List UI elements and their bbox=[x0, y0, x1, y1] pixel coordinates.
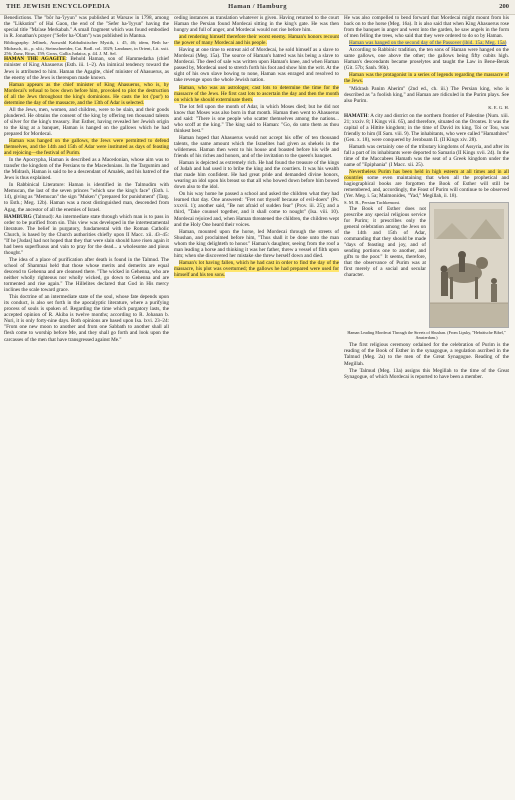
paragraph: The Book of Esther does not prescribe any special religious service for Purim; it prescribes only the general celebration among the Jews on the 14th and 15th of Adar, commanding that they should be made "days of feasting and joy, and of sending portions one to another, and gifts to the poor." It seems, therefore, that the observance of Purim was at first merely of a social and secular character. bbox=[344, 205, 426, 279]
paragraph: Haman hoped that Ahasuerus would not accept his offer of ten thousand talents, the same amount which the Israelites had given as shekels in the wilderness. Haman then went to his house and boasted before his wife and friends of his riches and honors, and of the invitation to the queen's banquet. bbox=[174, 134, 339, 160]
page-header bbox=[0, 0, 515, 15]
highlighted-text: Haman was hanged on the gallows, the Jews were permitted to defend themselves, and the 14th and 15th of Adar were instituted as days of feasting and rejoicing—the festival of Purim. bbox=[4, 138, 169, 157]
paragraph: In Rabbinical Literature: Haman is identified in the Talmudim with Memucan, the last of the seven princes "which saw the king's face" (Esth. i. 14), giving as "Memucan" the sign "Muken" ("prepared for punishment" (Targ. to Esth.; Meg. 12b). Haman was a most distinguished man, descended from Agag, the ancestor of all the enemies of Israel. bbox=[4, 182, 169, 213]
header-title: THE JEWISH ENCYCLOPEDIA bbox=[6, 3, 111, 10]
paragraph-text: (Talmud): An intermediate state through which man is to pass in order to be purified from sin. This view was developed in the intertestamental literature. The belief in purgatory, fundamental with the Roman Catholic Church, is based by the Church authorities chiefly upon II Macc. xii. 43–45: "If he [Judas] had not hoped that they that were slain should have risen again it had been superfluous and vain to pray for the dead... a wholesome and pious thought." bbox=[4, 213, 169, 256]
paragraph bbox=[344, 40, 509, 46]
paragraph: He was also compelled to bend forward that Mordecai might mount from his back on to the horse (Meg. 16a). It is also said that when King Ahasuerus rose from the banquet in anger and went into the garden, he saw angels in the form of men felling the trees, who said that they were ordered to do so by Haman. bbox=[344, 15, 509, 40]
article-columns bbox=[4, 15, 511, 798]
bibliography: Bibliography: Jellinek, Auswahl Kabbalistischer Mystik, i. 45, 46; idem, Beth ha-Midrasch, iii., p. xlii.; Steinschneider, Cat. Bodl. col. 1029; Landauer, in Orient, Lit. xxii. 256; Zunz, Ritus, 159; Gross, Gallia Judaica, p. 44. J. M. Sel. bbox=[4, 40, 169, 56]
column-3 bbox=[344, 15, 509, 798]
paragraph: "Midrash Panim Aherim" (2nd ed., ch. iii.) The Persian king, who is described as "a foolish king," and Haman are ridiculed in the Purim plays. See also Purim. bbox=[344, 85, 509, 104]
paragraph bbox=[174, 85, 339, 103]
highlighted-text: Haman's lot having fallen, which he had cast in order to find the day of the massacre, his plot was overturned; the gallows he had prepared were used for himself and his ten sons. bbox=[174, 259, 339, 278]
reference-line: S. M. B., bbox=[344, 200, 361, 206]
paragraph: ceding instances as translation whatever is given. Having returned to the court Haman the Persian found Mordecai sitting in the king's gate. He was then hungry and full of anger, and Mordecai would not rise before him. bbox=[174, 15, 339, 34]
paragraph bbox=[4, 138, 169, 156]
entry-purgatory bbox=[4, 214, 169, 256]
paragraph bbox=[174, 34, 339, 46]
paragraph: Haman, mounted upon the horse, led Mordecai through the streets of Shushan, and proclaimed before him, "Thus shall it be done unto the man whom the king delighteth to honor." Haman's daughter, seeing from the roof a man leading a horse and thinking it was her father, threw a vessel of filth upon him; when she discovered her mistake she threw herself down and died. bbox=[174, 228, 339, 259]
paragraph-text: : A city and district on the northern frontier of Palestine (Num. xiii. 21; xxxiv. 8; I Kings viii. 65), and therefore, situated on the Orontes. It was the capital of a Hittite kingdom; in the time of David its king, Toi or Tou, was friendly to him (II Sam. viii. 9). The inhabitants, who were called "Hamathites" (Gen. x. 18), were conquered by Jeroboam II. (II Kings xiv. 28). bbox=[344, 112, 509, 143]
engraving-image bbox=[430, 203, 508, 327]
paragraph bbox=[174, 260, 339, 278]
illustration-caption: Haman Leading Mordecai Through the Streets of Shushan. (From Lipsky, "Hebräische Bibel," Amsterdam.) bbox=[347, 330, 506, 341]
paragraph-text: : Behold Haman, son of Hammedatha (chief minister of King Ahasuerus (Esth. iii. 1–2). An inimical tendency toward the Jews is attributed to him. Haman the Agagite, chief minister of Ahasuerus, as the enemy of the Jews is thereupon made known. bbox=[4, 56, 169, 81]
entry-hamath bbox=[344, 113, 509, 143]
paragraph: On his way home he passed a school and asked the children what they had learned that day. One answered: "Fret not thyself because of evil-doers" (Ps. xxxvii. 1); another said, "Be not afraid of sudden fear" (Prov. iii. 25); and a third, "Take counsel together, and it shall come to nought" (Isa. viii. 10). Mordecai rejoiced and, when Haman threatened the children, the children wept and the Holy One heard their voices. bbox=[174, 191, 339, 228]
highlighted-text: Nevertheless Purim has been held in high esteem at all times and in all countries bbox=[344, 169, 509, 182]
paragraph: According to Rabbinic tradition, the ten sons of Haman were hanged on the same gallows, one above the other; the gallows being fifty cubits high. Haman's descendants became proselytes and taught the Law in Bene-Berak (Git. 57b; Sanh. 96b). bbox=[344, 47, 509, 72]
illustration-haman-mordecai[interactable] bbox=[429, 202, 509, 328]
paragraph: The idea of a place of purification after death is found in the Talmud. The school of Shammai held that those whose merits and demerits are equal descend to Gehenna and are cleansed there. "The wicked in Gehenna, who are neither wholly righteous nor wholly wicked, go down to Gehenna and are tormented and rise again." The Hillelites declared that God in His mercy inclines the scale toward grace. bbox=[4, 256, 169, 294]
highlighted-text: Haman was the protagonist in a series of legends regarding the massacre of the Jews. bbox=[344, 72, 509, 85]
paragraph bbox=[344, 169, 509, 199]
entry-title-haman[interactable]: HAMAN THE AGAGITE bbox=[4, 56, 66, 63]
paragraph: Benedictions. The "bôr ha-'îyyun" was published at Warsaw in 1798, among the "Likkutim" of Hai Gaon, the end of the "Sefer ha-'Iyyun" having the special title "Ma'ase Merkabah." A small fragment which was found embodied in R. Jonathan's prayer ("Sefer ha-'Olam") was published in Mantua. bbox=[4, 15, 169, 40]
header-running-title: Haman / Hamburg bbox=[228, 3, 287, 10]
highlighted-text: Haman appears as the chief minister of King Ahasuerus, who is, by Mordecai's refusal to bow down before him, provoked to plot the destruction of all the Jews throughout the king's dominions. He casts the lot ('pur') to determine the day of the massacre, and the 13th of Adar is selected. bbox=[4, 81, 169, 106]
paragraph: The Talmud (Meg. 13a) assigns this Megillah to the time of the Great Synagogue, of which Mordecai is reported to have been a member. bbox=[344, 367, 509, 380]
paragraph bbox=[4, 82, 169, 106]
paragraph: In the Apocrypha, Haman is described as a Macedonian, whose aim was to transfer the kingdom of the Persians to the Macedonians. In the Targumim and the Midrash, Haman is said to be a descendant of Amalek, and his hatred of the Jews is thus explained. bbox=[4, 157, 169, 182]
highlighted-text: Haman, who was an astrologer, cast lots to determine the time for the massacre of the Jews. He first cast lots to ascertain the day and then the month on which he should exterminate them. bbox=[174, 84, 339, 103]
highlighted-text: and rendering himself therefore their worst enemy. Haman's honors recount the power of many Mordecai and his people. bbox=[174, 34, 339, 47]
highlighted-link[interactable]: Haman was hanged on the second day of the Passover (ibid. 15a; Meg. 15a) bbox=[349, 40, 507, 47]
entry-title-hamath: HAMATH bbox=[344, 112, 368, 119]
reference-line: Persian Tachkemoni. bbox=[361, 200, 401, 206]
column-1 bbox=[4, 15, 169, 798]
paragraph: All the Jews, men, women, and children, were to be slain, and their goods plundered. He obtains the consent of the king by offering ten thousand talents of silver for the king's treasury. But Esther, having revealed her Jewish origin to the king at a banquet, Haman is hanged on the gallows which he had prepared for Mordecai. bbox=[4, 106, 169, 137]
paragraph-text: some even maintaining that when all the prophetical and hagiographical books are forgotten the Book of Esther will still be remembered, and, accordingly, the Feast of Purim will continue to be observed (Yer. Meg. i. 5a; Maimonides, "Yad," Megillah, ii. 18). bbox=[344, 175, 509, 200]
column-2 bbox=[174, 15, 339, 798]
paragraph: Haman is depicted as extremely rich. He had found the treasure of the kings of Judah and had used it to bribe the king and the courtiers. It was his wealth that made him confident. He had great pride and demanded divine honors, wearing an idol upon his breast so that all who bowed down before him bowed down also to the idol. bbox=[174, 160, 339, 191]
paragraph: This doctrine of an intermediate state of the soul, whose fate depends upon its conduct, is also set forth in the apocalyptic literature, where a purifying process of souls is spoken of. Regarding the time which purgatory lasts, the accepted opinion of R. Akiba is twelve months; according to R. Johanan b. Nuri, it is only forty-nine days. Both opinions are based upon Isa. lxvi. 23–24: "From one new moon to another and from one Sabbath to another shall all flesh come to worship before Me, and they shall go forth and look upon the carcasses of the men that have transgressed against Me." bbox=[4, 294, 169, 343]
paragraph bbox=[344, 72, 509, 84]
paragraph: Hamath was certainly one of the tributary kingdoms of Assyria, and after its fall a part of its inhabitants were deported to Samaria (II Kings xvii. 24). In the time of the Maccabees Hamath was the seat of a Greek kingdom under the name of "Epiphania" (I Macc. xii. 25). bbox=[344, 143, 509, 169]
author-initials: K. E. G. H. bbox=[488, 104, 509, 110]
paragraph: The first religious ceremony ordained for the celebration of Purim is the reading of the Book of Esther in the synagogue, a regulation ascribed in the Talmud (Meg. 2a) to the men of the Great Synagogue. Reading of the Megillah. bbox=[344, 342, 509, 367]
paragraph: Having at one time to entreat aid of Mordecai, he sold himself as a slave to Mordecai (Meg. 15a). The source of Haman's hatred was his being a slave to Mordecai. The deed of sale was written upon Haman's knee, and when Haman passed by, Mordecai used to stretch forth his foot and show him the writ. At the sight of his own slave bowing to none, Haman was enraged and resolved to take revenge upon the whole Jewish nation. bbox=[174, 47, 339, 84]
entry-title: HAMBURG bbox=[4, 213, 32, 220]
paragraph: The lot fell upon the month of Adar, in which Moses died; but he did not know that Moses was also born in that month. Haman then went to Ahasuerus and said: "There is one people who scatter themselves among the nations... who scoff at the king." The king said to Haman: "Go, do unto them as thou thinkest best." bbox=[174, 103, 339, 134]
header-page-number: 200 bbox=[499, 3, 509, 10]
entry-haman bbox=[4, 56, 169, 80]
